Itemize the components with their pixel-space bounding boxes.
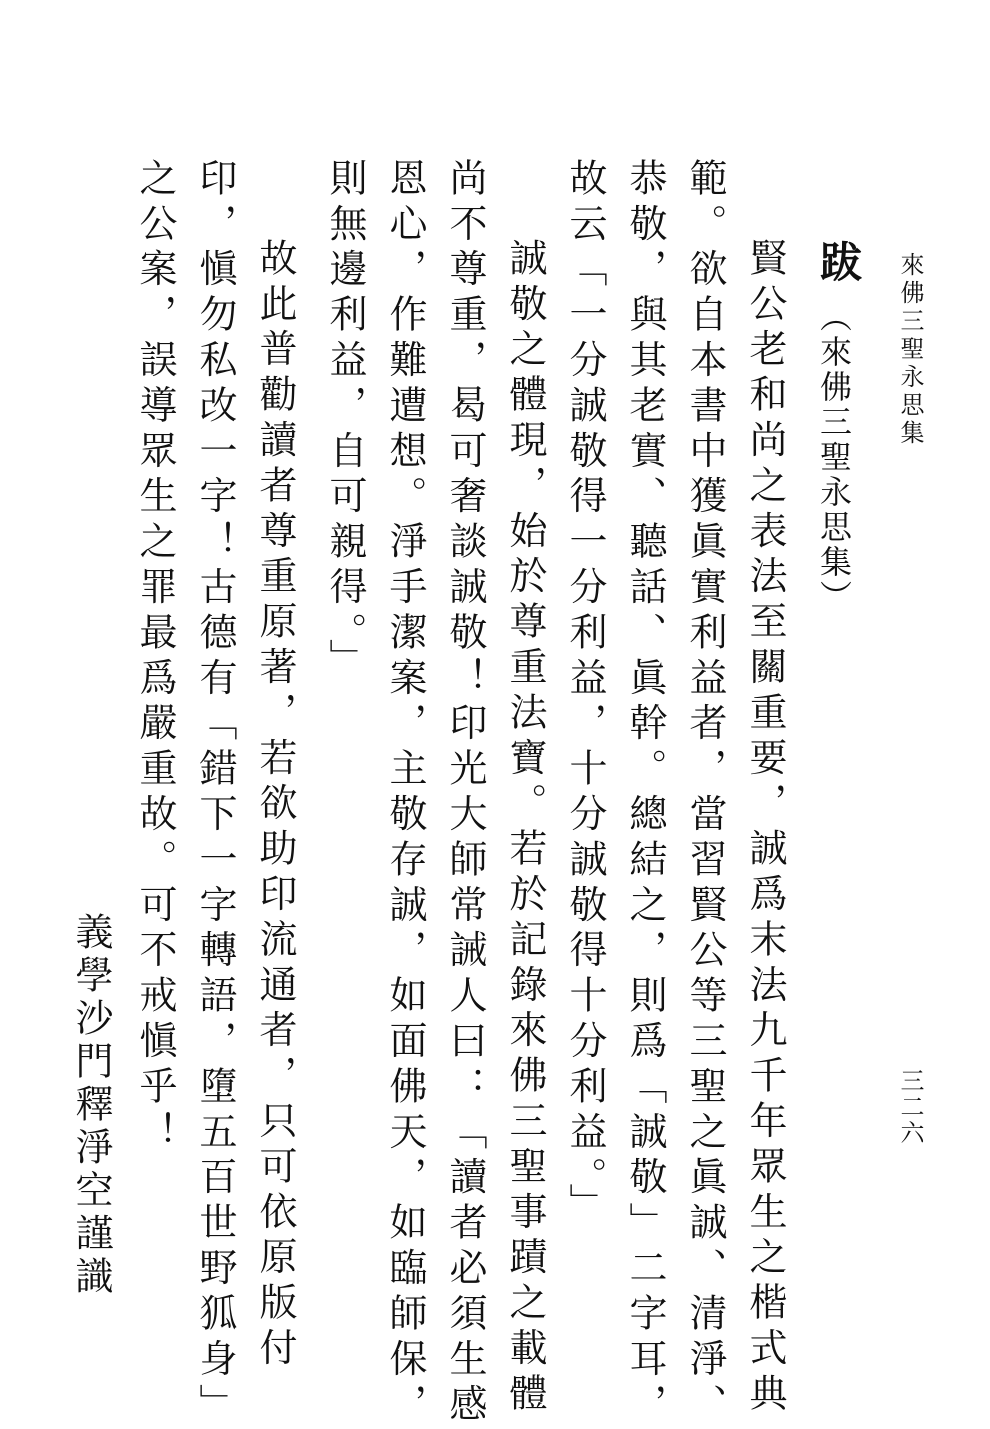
page-subtitle: （來佛三聖永思集） (815, 300, 853, 615)
body-line-8: 則無邊利益，自可親得。」 (323, 158, 367, 684)
running-header: 來佛三聖永思集 (896, 252, 924, 448)
body-line-6: 尚不尊重，曷可奢談誠敬！印光大師常誡人曰：「讀者必須生感 (443, 158, 487, 1429)
page-number: 三二六 (896, 1068, 924, 1146)
page-title: 跋 (814, 240, 863, 282)
signature: 義學沙門釋淨空謹識 (69, 912, 113, 1299)
body-line-3: 恭敬，與其老實、聽話、眞幹。總結之，則爲「誠敬」二字耳， (623, 158, 667, 1429)
body-line-1: 賢公老和尚之表法至關重要，誠爲末法九千年眾生之楷式典 (743, 238, 787, 1419)
body-line-7: 恩心，作難遭想。淨手潔案，主敬存誠，如面佛天，如臨師保， (383, 158, 427, 1429)
body-line-10: 印，愼勿私改一字！古德有「錯下一字轉語，墮五百世野狐身」 (193, 158, 237, 1429)
body-line-9: 故此普勸讀者尊重原著，若欲助印流通者，只可依原版付 (253, 238, 297, 1373)
body-line-5: 誠敬之體現，始於尊重法寶。若於記錄來佛三聖事蹟之載體 (503, 238, 547, 1419)
body-line-4: 故云「一分誠敬得一分利益，十分誠敬得十分利益。」 (563, 158, 607, 1229)
body-line-2: 範。欲自本書中獲眞實利益者，當習賢公等三聖之眞誠、清淨、 (683, 158, 727, 1429)
body-line-11: 之公案，誤導眾生之罪最爲嚴重故。可不戒愼乎！ (133, 158, 177, 1157)
